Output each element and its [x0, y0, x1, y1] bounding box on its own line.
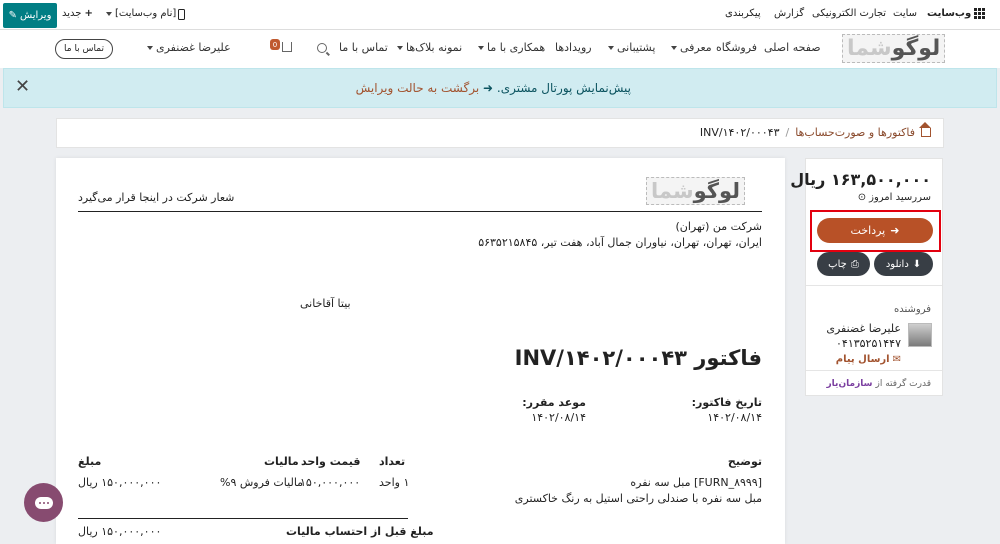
- menu-site-label: سایت: [893, 8, 918, 19]
- line-description: [FURN_۸۹۹۹] مبل سه نفره: [630, 476, 762, 489]
- invoice-title: فاکتور INV/۱۴۰۲/۰۰۰۴۳: [514, 346, 762, 370]
- printer-icon: ⎙: [850, 258, 859, 270]
- col-quantity: تعداد: [379, 455, 406, 468]
- due-date-value: ۱۴۰۲/۰۸/۱۴: [531, 411, 586, 424]
- download-button[interactable]: [874, 252, 933, 276]
- menu-configuration[interactable]: [725, 8, 761, 19]
- preview-banner: [3, 68, 997, 108]
- breadcrumb: [56, 118, 944, 148]
- preview-message-text: پیش‌نمایش پورتال مشتری.: [496, 81, 631, 95]
- company-address: ایران، تهران، تهران، نیاوران جمال آباد، هفت تیر، ۵۶۳۵۲۱۵۸۴۵: [478, 236, 762, 249]
- header-divider: [78, 211, 762, 212]
- line-quantity: ۱ واحد: [379, 476, 410, 489]
- nav-home-label: صفحه اصلی: [764, 41, 821, 54]
- nav-blocks[interactable]: [397, 41, 462, 54]
- nav-about-label: معرفی: [680, 41, 712, 54]
- customer-name: بیتا آقاخانی: [300, 297, 351, 310]
- chevron-down-icon: [478, 46, 484, 50]
- app-title-label: وب‌سایت: [927, 8, 972, 19]
- clock-icon: ⊙: [857, 192, 867, 203]
- pay-highlight-box: [810, 210, 941, 252]
- preview-message: [356, 81, 631, 95]
- back-to-edit-link[interactable]: برگشت به حالت ویرایش: [355, 81, 480, 95]
- breadcrumb-invoices-link[interactable]: فاکتورها و صورت‌حساب‌ها: [795, 126, 915, 139]
- menu-reporting-label: گزارش: [774, 8, 805, 19]
- sidebar-divider: [806, 285, 942, 286]
- invoice-logo: [646, 177, 745, 205]
- pencil-icon: ✎: [8, 10, 17, 21]
- pay-label: پرداخت: [850, 224, 886, 237]
- cart-icon[interactable]: [282, 42, 292, 52]
- col-taxes: مالیات: [264, 455, 299, 468]
- nav-contact[interactable]: [339, 41, 388, 54]
- new-label: جدید: [62, 8, 82, 19]
- invoice-date-value: ۱۴۰۲/۰۸/۱۴: [707, 411, 762, 424]
- company-name: شرکت من (تهران): [675, 220, 762, 233]
- cart-count-badge: 0: [270, 39, 280, 50]
- download-icon: ⬇: [912, 258, 922, 270]
- menu-reporting[interactable]: [774, 8, 804, 19]
- arrow-circle-icon: ➜: [890, 224, 900, 237]
- powered-by-label: قدرت گرفته از: [875, 379, 931, 389]
- chevron-down-icon: [608, 46, 614, 50]
- menu-ecommerce-label: تجارت الکترونیکی: [812, 8, 887, 19]
- untaxed-label: مبلغ قبل از احتساب مالیات: [286, 525, 434, 538]
- print-button[interactable]: [817, 252, 870, 276]
- site-logo[interactable]: [842, 34, 945, 63]
- menu-configuration-label: پیکربندی: [725, 8, 761, 19]
- user-menu[interactable]: [147, 41, 231, 54]
- due-status-text: سررسید امروز: [869, 192, 931, 203]
- nav-blocks-label: نمونه بلاک‌ها: [406, 41, 463, 54]
- user-menu-label: علیرضا غضنفری: [156, 41, 231, 54]
- line-amount: ۱۵۰,۰۰۰,۰۰۰ ریال: [78, 476, 162, 489]
- apps-grid-icon: [974, 8, 985, 19]
- arrow-left-icon: ➜: [483, 81, 494, 95]
- website-switcher[interactable]: [106, 8, 176, 19]
- nav-jobs-label: همکاری با ما: [487, 41, 546, 54]
- logo-text-light: شما: [847, 36, 892, 61]
- nav-jobs[interactable]: [478, 41, 545, 54]
- chevron-down-icon: [397, 46, 403, 50]
- logo-text-dark: لوگو: [891, 36, 941, 61]
- powered-by: [827, 379, 932, 389]
- line-unit-price: ۱۵۰,۰۰۰,۰۰۰: [300, 476, 361, 489]
- new-button[interactable]: [62, 8, 93, 19]
- search-icon[interactable]: [317, 43, 327, 53]
- nav-home[interactable]: [764, 41, 821, 54]
- site-navbar: [0, 30, 1000, 68]
- totals-divider: [78, 518, 408, 519]
- close-icon[interactable]: ✕: [15, 76, 31, 97]
- invoice-logo-light: شما: [651, 179, 694, 203]
- edit-label: ویرایش: [19, 10, 52, 21]
- invoice-sidebar: [790, 158, 943, 396]
- menu-ecommerce[interactable]: [812, 8, 886, 19]
- brand-logo[interactable]: سازمان‌یار: [826, 379, 873, 389]
- nav-events[interactable]: [555, 41, 592, 54]
- col-amount: مبلغ: [78, 455, 102, 468]
- breadcrumb-separator: /: [785, 126, 790, 139]
- line-taxes: مالیات فروش ۹%: [220, 476, 304, 489]
- send-message-label: ارسال پیام: [835, 354, 890, 365]
- live-chat-button[interactable]: [24, 483, 63, 522]
- line-description-detail: مبل سه نفره با صندلی راحتی استیل به رنگ خاکستری: [514, 492, 762, 505]
- company-slogan: شعار شرکت در اینجا قرار می‌گیرد: [78, 191, 235, 204]
- edit-button[interactable]: [3, 3, 57, 28]
- invoice-document: [56, 158, 785, 544]
- due-status: [858, 192, 931, 203]
- mobile-preview-icon[interactable]: [178, 9, 185, 20]
- plus-icon: +: [84, 8, 93, 19]
- invoice-total: ۱۶۳,۵۰۰,۰۰۰ ریال: [790, 170, 931, 189]
- nav-support[interactable]: [608, 41, 655, 54]
- print-label: چاپ: [828, 258, 847, 270]
- sidebar-divider-2: [806, 370, 942, 371]
- chevron-down-icon: [106, 12, 112, 16]
- invoice-logo-dark: لوگو: [693, 179, 741, 203]
- chevron-down-icon: [147, 46, 153, 50]
- col-description: توضیح: [727, 455, 762, 468]
- seller-name: علیرضا غضنفری: [826, 322, 901, 335]
- nav-shop-label: فروشگاه: [716, 41, 758, 54]
- send-message-link[interactable]: [836, 354, 901, 365]
- seller-label: فروشنده: [893, 304, 931, 315]
- seller-avatar: [908, 323, 932, 347]
- nav-shop[interactable]: [716, 41, 757, 54]
- col-unit-price: قیمت واحد: [301, 455, 361, 468]
- home-icon[interactable]: [921, 128, 931, 137]
- menu-site[interactable]: [893, 8, 917, 19]
- nav-contact-label: تماس با ما: [339, 41, 388, 54]
- nav-events-label: رویدادها: [555, 41, 592, 54]
- admin-topbar: [0, 0, 1000, 30]
- nav-support-label: پشتیبانی: [617, 41, 656, 54]
- due-date-label: موعد مقرر:: [522, 396, 586, 409]
- breadcrumb-current: INV/۱۴۰۲/۰۰۰۴۳: [699, 126, 780, 139]
- website-switcher-label: [نام وب‌سایت]: [115, 8, 177, 19]
- app-title[interactable]: [927, 8, 985, 19]
- untaxed-amount: ۱۵۰,۰۰۰,۰۰۰ ریال: [78, 525, 162, 538]
- seller-phone: ۰۴۱۳۵۲۵۱۴۴۷: [836, 337, 901, 350]
- chat-icon: [35, 497, 53, 509]
- chevron-down-icon: [671, 46, 677, 50]
- invoice-date-label: تاریخ فاکتور:: [691, 396, 762, 409]
- download-label: دانلود: [885, 258, 909, 270]
- contact-us-button[interactable]: [55, 39, 113, 59]
- comment-icon: ✉: [892, 354, 901, 365]
- nav-about[interactable]: [671, 41, 712, 54]
- contact-us-label: تماس با ما: [64, 44, 104, 54]
